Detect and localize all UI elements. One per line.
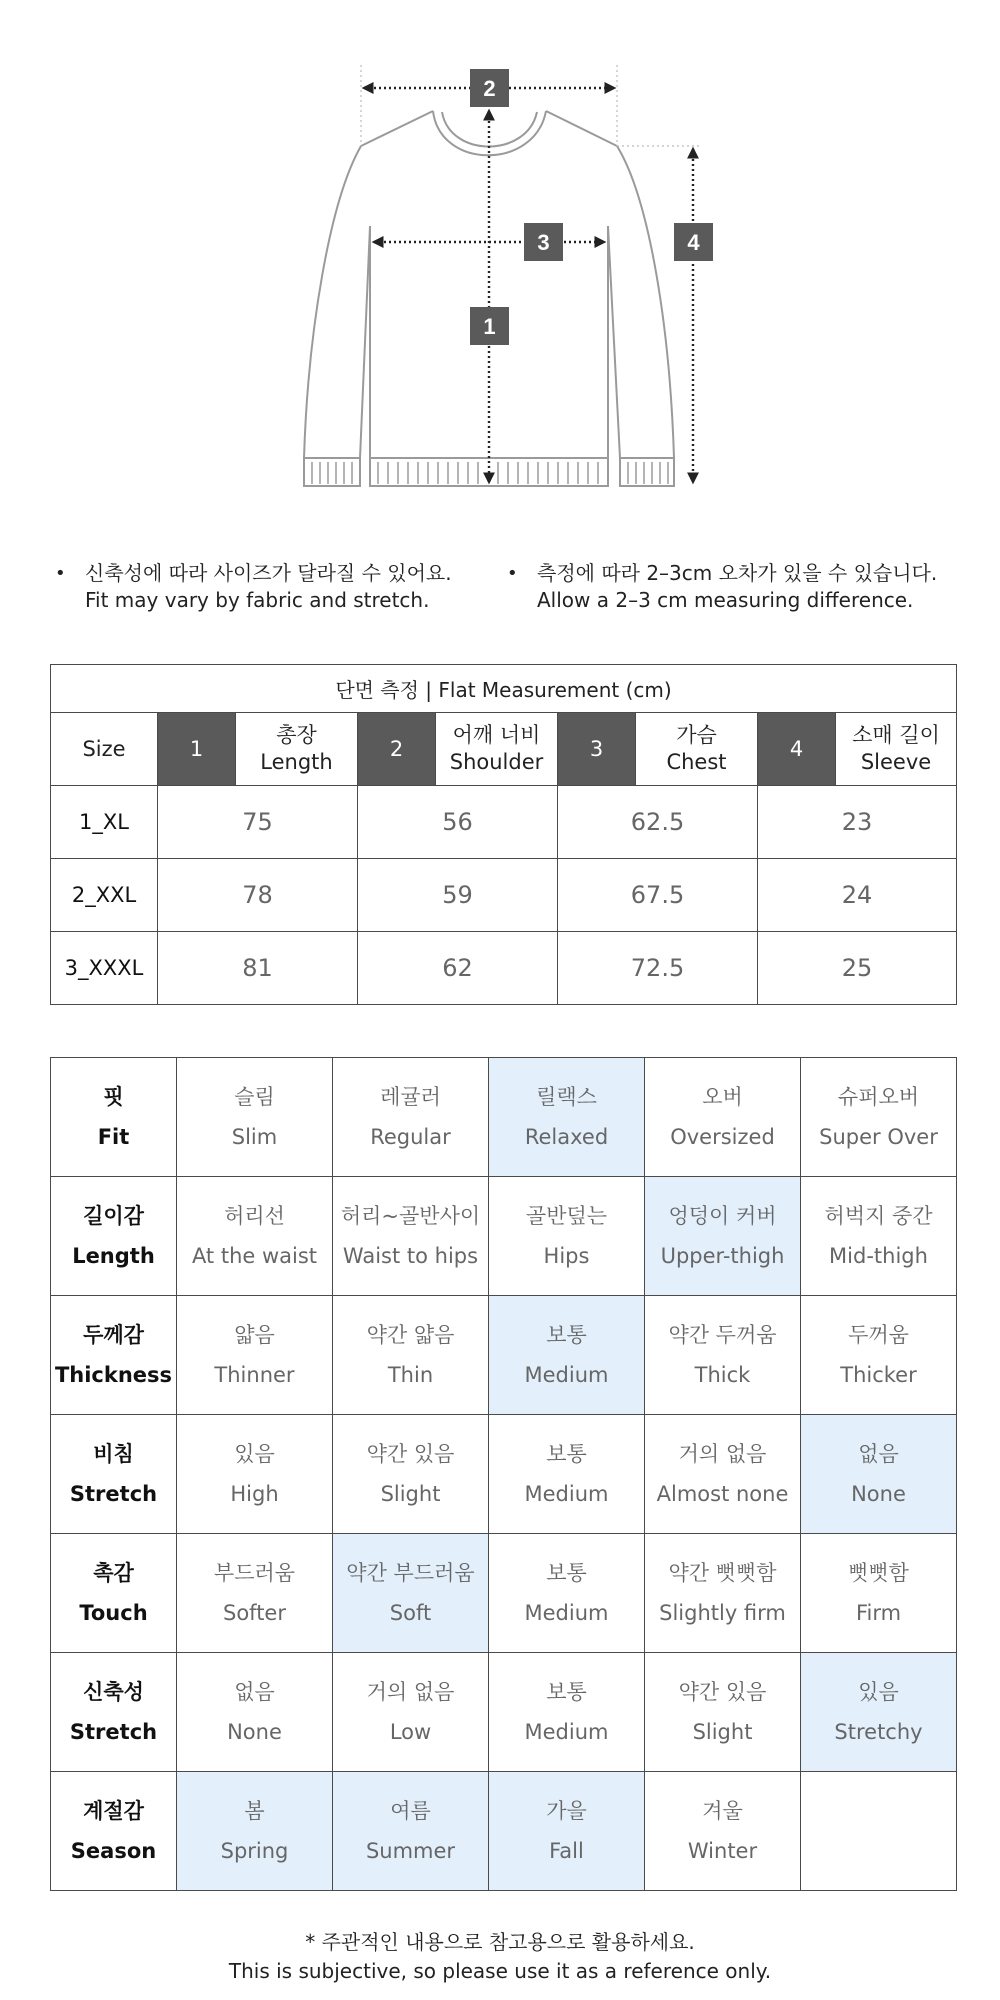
size-name: 1_XL [51, 786, 158, 859]
option-korean: 허리~골반사이 [340, 1204, 481, 1228]
option-korean: 약간 부드러움 [346, 1561, 475, 1585]
attribute-option [177, 1177, 333, 1296]
marker-1 [470, 307, 509, 345]
measurement-arrows [364, 88, 693, 482]
option-english: Hips [543, 1244, 590, 1268]
table-title: 단면 측정 | Flat Measurement (cm) [51, 665, 957, 713]
attribute-option-selected [801, 1653, 957, 1772]
option-korean: 보통 [546, 1561, 587, 1585]
label-korean: 계절감 [83, 1799, 144, 1823]
label-english: Stretch [69, 1482, 158, 1506]
option-english: Stretchy [834, 1720, 923, 1744]
option-korean: 오버 [702, 1085, 743, 1109]
option-korean: 약간 두꺼움 [668, 1323, 777, 1347]
chest-value: 62.5 [558, 786, 758, 859]
footer-disclaimer [0, 1928, 1000, 1986]
option-korean: 두꺼움 [848, 1323, 909, 1347]
sleeve-value: 24 [758, 859, 957, 932]
sleeve-value: 25 [758, 932, 957, 1005]
option-english: Slight [692, 1720, 753, 1744]
option-korean: 겨울 [702, 1799, 743, 1823]
option-english: Medium [524, 1482, 609, 1506]
column-number-badge: 3 [558, 713, 636, 786]
attribute-option [333, 1296, 489, 1415]
column-header-length [236, 713, 358, 786]
option-english: Softer [223, 1601, 286, 1625]
table-row [51, 932, 957, 1005]
note-english: Fit may vary by fabric and stretch. [85, 588, 430, 612]
marker-4 [674, 223, 713, 261]
option-korean: 얇음 [234, 1323, 275, 1347]
shoulder-value: 59 [358, 859, 558, 932]
header-english: Shoulder [449, 750, 544, 774]
option-korean: 보통 [546, 1442, 587, 1466]
attribute-row [51, 1653, 957, 1772]
length-value: 75 [158, 786, 358, 859]
attribute-option [177, 1296, 333, 1415]
option-korean: 거의 없음 [678, 1442, 767, 1466]
attribute-row [51, 1058, 957, 1177]
option-english: At the waist [191, 1244, 318, 1268]
attribute-option [645, 1534, 801, 1653]
bullet-icon: • [55, 563, 66, 584]
label-korean: 비침 [93, 1442, 134, 1466]
attribute-row [51, 1534, 957, 1653]
option-korean: 여름 [390, 1799, 431, 1823]
option-english: Super Over [819, 1125, 938, 1149]
option-korean: 릴랙스 [536, 1085, 597, 1109]
option-english: Mid-thigh [829, 1244, 928, 1268]
attribute-option [333, 1653, 489, 1772]
attribute-option [333, 1415, 489, 1534]
attribute-label [51, 1415, 177, 1534]
attribute-option [645, 1653, 801, 1772]
option-english: Almost none [656, 1482, 789, 1506]
option-english: Thicker [840, 1363, 917, 1387]
option-english: High [230, 1482, 279, 1506]
attribute-option [333, 1058, 489, 1177]
label-korean: 핏 [103, 1085, 124, 1109]
attribute-option [801, 1772, 957, 1891]
label-english: Length [72, 1244, 155, 1268]
option-english: Slim [231, 1125, 278, 1149]
marker-4-label: 4 [687, 230, 700, 255]
option-english: None [227, 1720, 282, 1744]
sweater-measurement-diagram [0, 0, 1000, 500]
option-korean: 없음 [234, 1680, 275, 1704]
option-korean: 엉덩이 커버 [668, 1204, 777, 1228]
notes [55, 560, 955, 610]
option-korean: 보통 [546, 1323, 587, 1347]
size-column-header: Size [51, 713, 158, 786]
shoulder-value: 56 [358, 786, 558, 859]
header-korean: 소매 길이 [852, 723, 940, 747]
header-korean: 가슴 [676, 723, 717, 747]
attribute-option-selected [645, 1177, 801, 1296]
attribute-option-selected [801, 1415, 957, 1534]
attribute-label [51, 1058, 177, 1177]
disclaimer-korean: * 주관적인 내용으로 참고용으로 활용하세요. [305, 1930, 695, 1954]
attribute-option-selected [333, 1772, 489, 1891]
option-korean: 골반덮는 [525, 1204, 608, 1228]
option-english: Waist to hips [342, 1244, 479, 1268]
attribute-option [801, 1296, 957, 1415]
option-korean: 있음 [234, 1442, 275, 1466]
attribute-label [51, 1772, 177, 1891]
label-english: Stretch [69, 1720, 158, 1744]
option-korean: 약간 있음 [678, 1680, 767, 1704]
attribute-label [51, 1296, 177, 1415]
attribute-row [51, 1772, 957, 1891]
option-korean: 레귤러 [380, 1085, 441, 1109]
label-english: Season [70, 1839, 157, 1863]
label-korean: 두께감 [83, 1323, 144, 1347]
option-korean: 가을 [546, 1799, 587, 1823]
option-english: Upper-thigh [660, 1244, 785, 1268]
option-english: Thick [694, 1363, 751, 1387]
attribute-option [177, 1058, 333, 1177]
length-value: 78 [158, 859, 358, 932]
header-english: Chest [666, 750, 727, 774]
label-korean: 신축성 [83, 1680, 144, 1704]
option-english: Medium [524, 1363, 609, 1387]
table-row [51, 786, 957, 859]
header-korean: 총장 [276, 723, 317, 747]
option-korean: 약간 있음 [366, 1442, 455, 1466]
attribute-label [51, 1653, 177, 1772]
attribute-option [801, 1177, 957, 1296]
label-korean: 촉감 [93, 1561, 134, 1585]
label-english: Fit [97, 1125, 130, 1149]
column-header-shoulder [436, 713, 558, 786]
option-english: Winter [687, 1839, 758, 1863]
column-header-chest [636, 713, 758, 786]
disclaimer-english: This is subjective, so please use it as a reference only. [228, 1959, 772, 1983]
note-measuring-difference [507, 560, 937, 614]
attribute-label [51, 1177, 177, 1296]
option-korean: 슬림 [234, 1085, 275, 1109]
attribute-option-selected [177, 1772, 333, 1891]
option-korean: 허리선 [224, 1204, 285, 1228]
header-korean: 어깨 너비 [452, 723, 541, 747]
chest-value: 67.5 [558, 859, 758, 932]
header-english: Sleeve [860, 750, 932, 774]
option-english: Thin [387, 1363, 434, 1387]
size-name: 2_XXL [51, 859, 158, 932]
option-korean: 보통 [546, 1680, 587, 1704]
note-fabric-stretch [55, 560, 452, 614]
note-korean: 측정에 따라 2–3cm 오차가 있을 수 있습니다. [537, 561, 938, 585]
header-english: Length [260, 750, 333, 774]
column-number-badge: 2 [358, 713, 436, 786]
attribute-option [489, 1415, 645, 1534]
attribute-row [51, 1177, 957, 1296]
column-header-sleeve [836, 713, 957, 786]
option-english: Fall [549, 1839, 584, 1863]
label-english: Touch [79, 1601, 148, 1625]
option-english: Soft [389, 1601, 432, 1625]
option-english: Regular [370, 1125, 451, 1149]
attribute-option [489, 1653, 645, 1772]
attribute-option [489, 1534, 645, 1653]
attribute-option [177, 1653, 333, 1772]
marker-2 [470, 69, 509, 107]
length-value: 81 [158, 932, 358, 1005]
attribute-option [801, 1534, 957, 1653]
column-number-badge: 4 [758, 713, 836, 786]
option-korean: 없음 [858, 1442, 899, 1466]
option-english: Oversized [670, 1125, 775, 1149]
bullet-icon: • [507, 563, 518, 584]
option-korean: 약간 얇음 [366, 1323, 455, 1347]
sleeve-value: 23 [758, 786, 957, 859]
note-korean: 신축성에 따라 사이즈가 달라질 수 있어요. [85, 561, 452, 585]
option-english: Firm [855, 1601, 902, 1625]
attribute-option-selected [489, 1058, 645, 1177]
attribute-option-selected [489, 1772, 645, 1891]
note-english: Allow a 2–3 cm measuring difference. [537, 588, 914, 612]
option-english: Low [389, 1720, 432, 1744]
label-english: Thickness [54, 1363, 173, 1387]
option-english: Medium [524, 1601, 609, 1625]
option-english: None [851, 1482, 906, 1506]
label-korean: 길이감 [83, 1204, 144, 1228]
marker-3-label: 3 [537, 230, 550, 255]
option-korean: 슈퍼오버 [837, 1085, 920, 1109]
size-name: 3_XXXL [51, 932, 158, 1005]
attribute-label [51, 1534, 177, 1653]
option-english: Spring [220, 1839, 289, 1863]
chest-value: 72.5 [558, 932, 758, 1005]
option-english: Slightly firm [659, 1601, 786, 1625]
attribute-option [645, 1415, 801, 1534]
marker-2-label: 2 [483, 76, 496, 101]
attribute-option-selected [489, 1296, 645, 1415]
attribute-option [333, 1177, 489, 1296]
option-korean: 허벅지 중간 [824, 1204, 933, 1228]
option-english: Thinner [214, 1363, 295, 1387]
attribute-option [177, 1534, 333, 1653]
attribute-option [645, 1058, 801, 1177]
option-english: Summer [365, 1839, 456, 1863]
option-english: Medium [524, 1720, 609, 1744]
option-korean: 봄 [244, 1799, 265, 1823]
guide-lines [361, 65, 700, 146]
option-korean: 있음 [858, 1680, 899, 1704]
attribute-row [51, 1415, 957, 1534]
marker-3 [524, 223, 563, 261]
attribute-option [489, 1177, 645, 1296]
option-korean: 부드러움 [213, 1561, 296, 1585]
option-korean: 뻣뻣함 [848, 1561, 909, 1585]
option-korean: 약간 뻣뻣함 [668, 1561, 777, 1585]
attribute-option-selected [333, 1534, 489, 1653]
option-korean: 거의 없음 [366, 1680, 455, 1704]
fit-attribute-table [50, 1057, 957, 1891]
attribute-row [51, 1296, 957, 1415]
size-measurement-table [50, 664, 957, 1005]
option-english: Relaxed [524, 1125, 609, 1149]
shoulder-value: 62 [358, 932, 558, 1005]
option-english: Slight [380, 1482, 441, 1506]
attribute-option [645, 1296, 801, 1415]
attribute-option [645, 1772, 801, 1891]
attribute-option [801, 1058, 957, 1177]
table-row [51, 859, 957, 932]
column-number-badge: 1 [158, 713, 236, 786]
attribute-option [177, 1415, 333, 1534]
marker-1-label: 1 [483, 314, 496, 339]
